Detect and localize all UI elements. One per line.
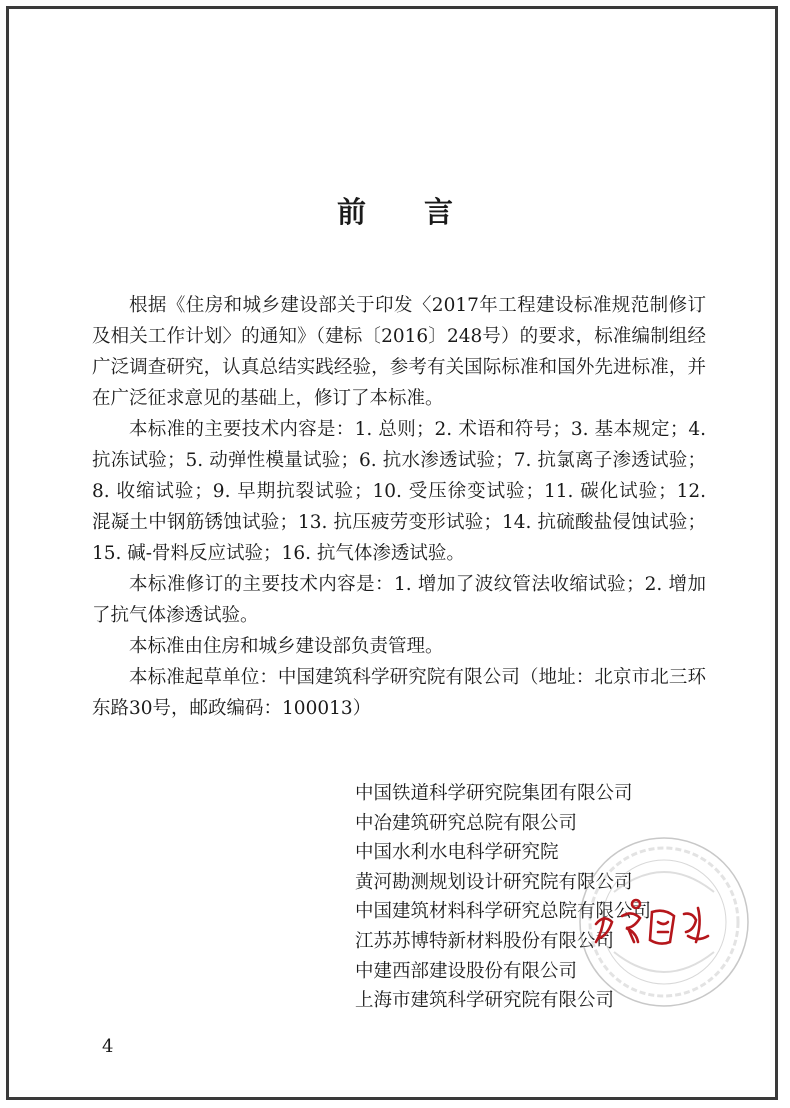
participating-units-list xyxy=(355,779,735,1016)
list-item: 黄河勘测规划设计研究院有限公司 xyxy=(355,871,633,893)
paragraph-revision-contents: 本标准修订的主要技术内容是：1. 增加了波纹管法收缩试验；2. 增加了抗气体渗透试验。 xyxy=(92,574,706,626)
list-item: 中国铁道科学研究院集团有限公司 xyxy=(355,783,633,804)
paragraph-management: 本标准由住房和城乡建设部负责管理。 xyxy=(129,636,444,657)
list-item: 中国建筑材料科学研究总院有限公司 xyxy=(355,901,652,923)
list-item: 上海市建筑科学研究院有限公司 xyxy=(355,990,615,1012)
section-heading: 前言 xyxy=(336,195,511,229)
list-item: 中建西部建设股份有限公司 xyxy=(355,960,578,982)
paragraph-drafting-unit: 本标准起草单位：中国建筑科学研究院有限公司（地址：北京市北三环东路30号，邮政编码：100013） xyxy=(92,667,706,719)
list-item: 中冶建筑研究总院有限公司 xyxy=(355,812,578,834)
paragraph-basis: 根据《住房和城乡建设部关于印发〈2017年工程建设标准规范制修订及相关工作计划〉的通知》（建标〔2016〕248号）的要求，标准编制组经广泛调查研究，认真总结实践经验，参考有关国际标准和国外先进标准，并在广泛征求意见的基础上，修订了本标准。 xyxy=(92,295,706,409)
list-item: 江苏苏博特新材料股份有限公司 xyxy=(355,930,615,952)
body-text xyxy=(92,290,706,724)
paragraph-main-contents: 本标准的主要技术内容是：1. 总则；2. 术语和符号；3. 基本规定；4. 抗冻试验；5. 动弹性模量试验；6. 抗水渗透试验；7. 抗氯离子渗透试验；8. 收缩试验；9. 早期抗裂试验；10. 受压徐变试验；11. 碳化试验；12. 混凝土中钢筋锈蚀试验；13. 抗压疲劳变形试验；14. 抗硫酸盐侵蚀试验；15. 碱-骨料反应试验；16. 抗气体渗透试验。 xyxy=(92,419,706,564)
page-number: 4 xyxy=(102,1036,114,1057)
list-item: 中国水利水电科学研究院 xyxy=(355,842,559,864)
